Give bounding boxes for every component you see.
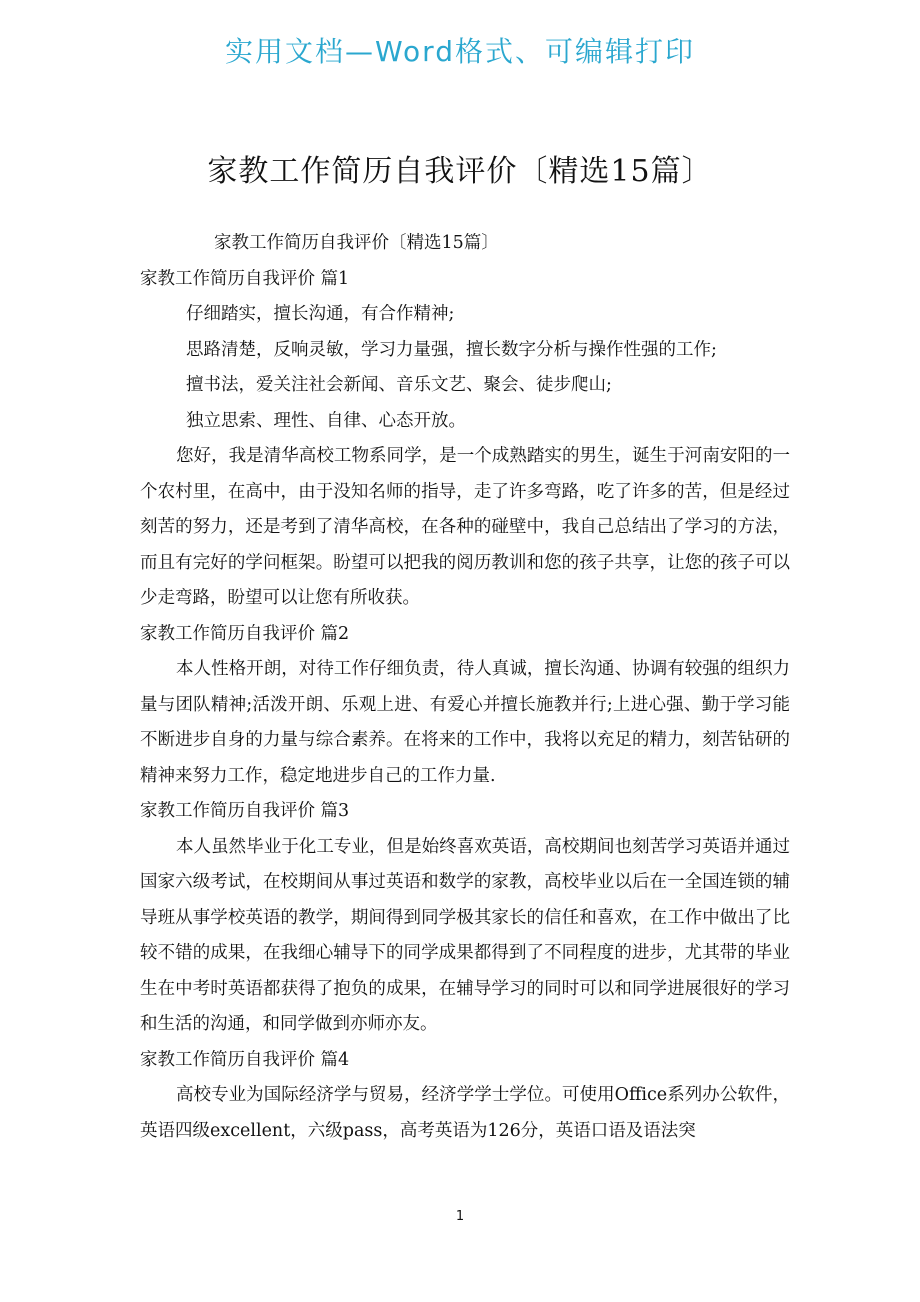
section-paragraph-4: 高校专业为国际经济学与贸易，经济学学士学位。可使用Office系列办公软件，英语四级excellent，六级pass，高考英语为126分，英语口语及语法突 [140,1085,790,1141]
section-heading-3: 家教工作简历自我评价 篇3 [140,801,350,821]
list-item: 擅书法，爱关注社会新闻、音乐文艺、聚会、徒步爬山; [186,375,612,395]
document-title: 家教工作简历自我评价〔精选15篇〕 [207,154,713,189]
document-subtitle: 家教工作简历自我评价〔精选15篇〕 [214,233,499,253]
list-item: 仔细踏实，擅长沟通，有合作精神; [186,304,455,324]
section-paragraph-3: 本人虽然毕业于化工专业，但是始终喜欢英语，高校期间也刻苦学习英语并通过国家六级考试，在校期间从事过英语和数学的家教，高校毕业以后在一全国连锁的辅导班从事学校英语的教学，期间得到同学极其家长的信任和喜欢，在工作中做出了比较不错的成果，在我细心辅导下的同学成果都得到了不同程度的进步，尤其带的毕业生在中考时英语都获得了抱负的成果，在辅导学习的同时可以和同学进展很好的学习和生活的沟通，和同学做到亦师亦友。 [140,836,790,1034]
list-item: 独立思索、理性、自律、心态开放。 [186,410,466,431]
list-item: 思路清楚，反响灵敏，学习力量强，擅长数字分析与操作性强的工作; [186,339,717,360]
document-body [140,226,790,1149]
section-heading-1: 家教工作简历自我评价 篇1 [140,268,350,289]
section-paragraph-2: 本人性格开朗，对待工作仔细负责，待人真诚，擅长沟通、协调有较强的组织力量与团队精神;活泼开朗、乐观上进、有爱心并擅长施教并行;上进心强、勤于学习能不断进步自身的力量与综合素养。在将来的工作中，我将以充足的精力，刻苦钻研的精神来努力工作，稳定地进步自己的工作力量. [140,659,790,786]
section-heading-4: 家教工作简历自我评价 篇4 [140,1049,350,1070]
document-header-banner: 实用文档—Word格式、可编辑打印 [225,35,695,68]
section-heading-2: 家教工作简历自我评价 篇2 [140,623,350,644]
page-number: 1 [455,1209,465,1224]
section-paragraph-1: 您好，我是清华高校工物系同学，是一个成熟踏实的男生，诞生于河南安阳的一个农村里，在高中，由于没知名师的指导，走了许多弯路，吃了许多的苦，但是经过刻苦的努力，还是考到了清华高校，在各种的碰壁中，我自己总结出了学习的方法，而且有完好的学问框架。盼望可以把我的阅历教训和您的孩子共享，让您的孩子可以少走弯路，盼望可以让您有所收获。 [140,446,790,608]
